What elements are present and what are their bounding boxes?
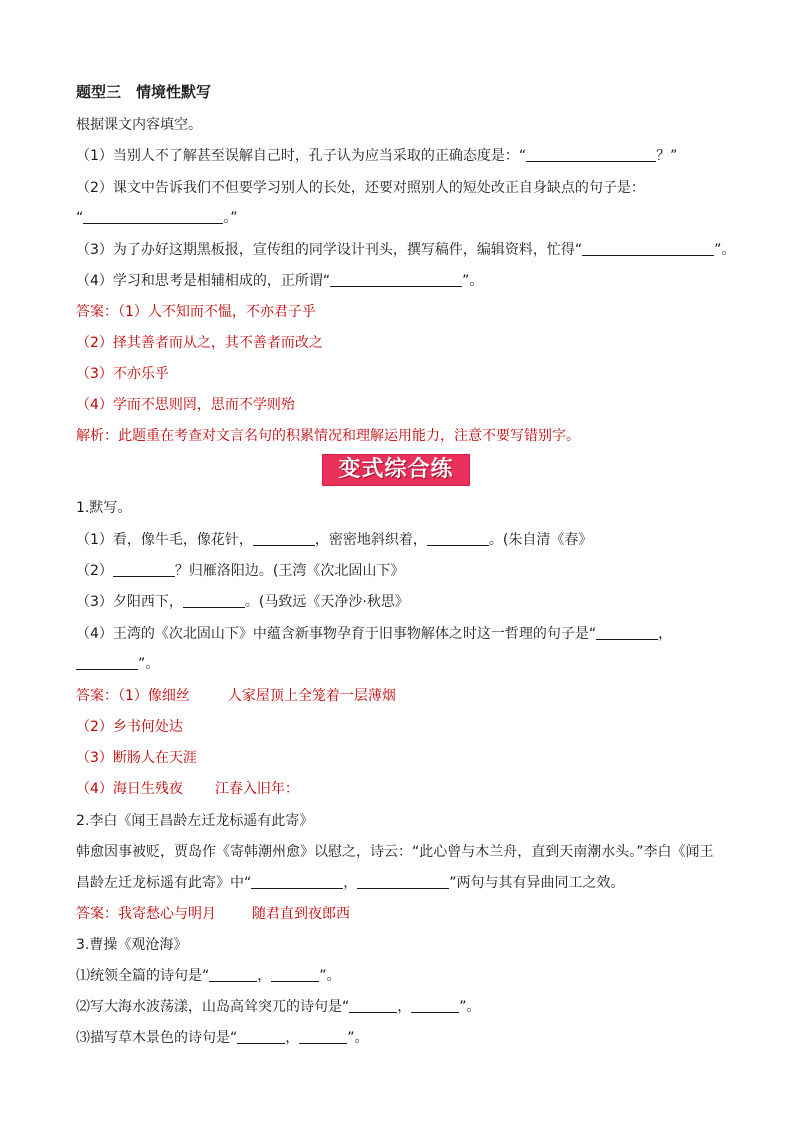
question-4: （4）学习和思考是相辅相成的，正所谓“ ”。 — [76, 273, 484, 289]
answer-blank[interactable] — [83, 209, 223, 224]
answer-blank[interactable] — [76, 655, 138, 670]
exercise-3-line-1: ⑴统领全篇的诗句是“ ， ”。 — [76, 968, 341, 984]
answer-blank[interactable] — [357, 874, 449, 889]
answer-blank[interactable] — [330, 272, 462, 287]
question-1: （1）当别人不了解甚至误解自己时，孔子认为应当采取的正确态度是：“ ？” — [76, 148, 678, 164]
answer-line: 答案：（1）像细丝 人家屋顶上全笼着一层薄烟 — [76, 688, 396, 704]
answer-line: （4）学而不思则罔，思而不学则殆 — [76, 397, 295, 413]
question-2: （2）课文中告诉我们不但要学习别人的长处，还要对照别人的短处改正自身缺点的句子是： — [76, 180, 645, 196]
exercise-3-line-3: ⑶描写草木景色的诗句是“ ， ”。 — [76, 1030, 369, 1046]
answer-blank[interactable] — [299, 1029, 347, 1044]
exercise-1-line-3: （3）夕阳西下， 。(马致远《天净沙·秋思》 — [76, 594, 409, 610]
answer-blank[interactable] — [209, 967, 257, 982]
answer-line: （4）海日生残夜 江春入旧年： — [76, 781, 299, 797]
answer-line: 答案：（1）人不知而不愠，不亦君子乎 — [76, 304, 316, 320]
answer-line: （2）择其善者而从之，其不善者而改之 — [76, 335, 323, 351]
answer-blank[interactable] — [183, 593, 245, 608]
answer-blank[interactable] — [526, 147, 656, 162]
exercise-1-line-1: （1）看，像牛毛，像花针， ，密密地斜织着， 。(朱自清《春》 — [76, 532, 593, 548]
question-2-cont: “ 。” — [76, 210, 238, 226]
answer-blank[interactable] — [411, 998, 459, 1013]
answer-line: （3）断肠人在天涯 — [76, 750, 197, 766]
exercise-3-heading: 3.曹操《观沧海》 — [76, 937, 188, 953]
answer-blank[interactable] — [427, 531, 489, 546]
analysis-line: 解析：此题重在考查对文言名句的积累情况和理解运用能力，注意不要写错别字。 — [76, 428, 580, 444]
exercise-1-line-4: （4）王湾的《次北固山下》中蕴含新事物孕育于旧事物解体之时这一哲理的句子是“ ， — [76, 626, 673, 642]
exercise-1-heading: 1.默写。 — [76, 500, 132, 516]
answer-line: （2）乡书何处达 — [76, 719, 183, 735]
answer-blank[interactable] — [113, 562, 175, 577]
question-3: （3）为了办好这期黑板报，宣传组的同学设计刊头，撰写稿件，编辑资料，忙得“ ”。 — [76, 242, 736, 258]
exercise-2-line-2: 昌龄左迁龙标遥有此寄》中“ ， ”两句与其有异曲同工之效。 — [76, 875, 625, 891]
exercise-2-line-1: 韩愈因事被贬，贾岛作《寄韩潮州愈》以慰之，诗云：“此心曾与木兰舟，直到天南潮水头。”李白《闻王 — [76, 844, 714, 860]
answer-blank[interactable] — [253, 531, 315, 546]
answer-blank[interactable] — [237, 1029, 285, 1044]
answer-blank[interactable] — [251, 874, 343, 889]
answer-blank[interactable] — [582, 241, 714, 256]
exercise-2-heading: 2.李白《闻王昌龄左迁龙标遥有此寄》 — [76, 813, 314, 829]
answer-blank[interactable] — [349, 998, 397, 1013]
answer-line: 答案：我寄愁心与明月 随君直到夜郎西 — [76, 906, 350, 922]
answer-line: （3）不亦乐乎 — [76, 366, 169, 382]
section-banner: 变式综合练 — [322, 454, 470, 486]
exercise-1-line-4-cont: ”。 — [76, 654, 159, 674]
section-title: 题型三 情境性默写 — [76, 83, 212, 101]
answer-blank[interactable] — [271, 967, 319, 982]
instruction: 根据课文内容填空。 — [76, 117, 202, 133]
answer-blank[interactable] — [596, 625, 658, 640]
exercise-3-line-2: ⑵写大海水波荡漾，山岛高耸突兀的诗句是“ ， ”。 — [76, 999, 481, 1015]
exercise-1-line-2: （2） ？归雁洛阳边。(王湾《次北固山下》 — [76, 563, 405, 579]
